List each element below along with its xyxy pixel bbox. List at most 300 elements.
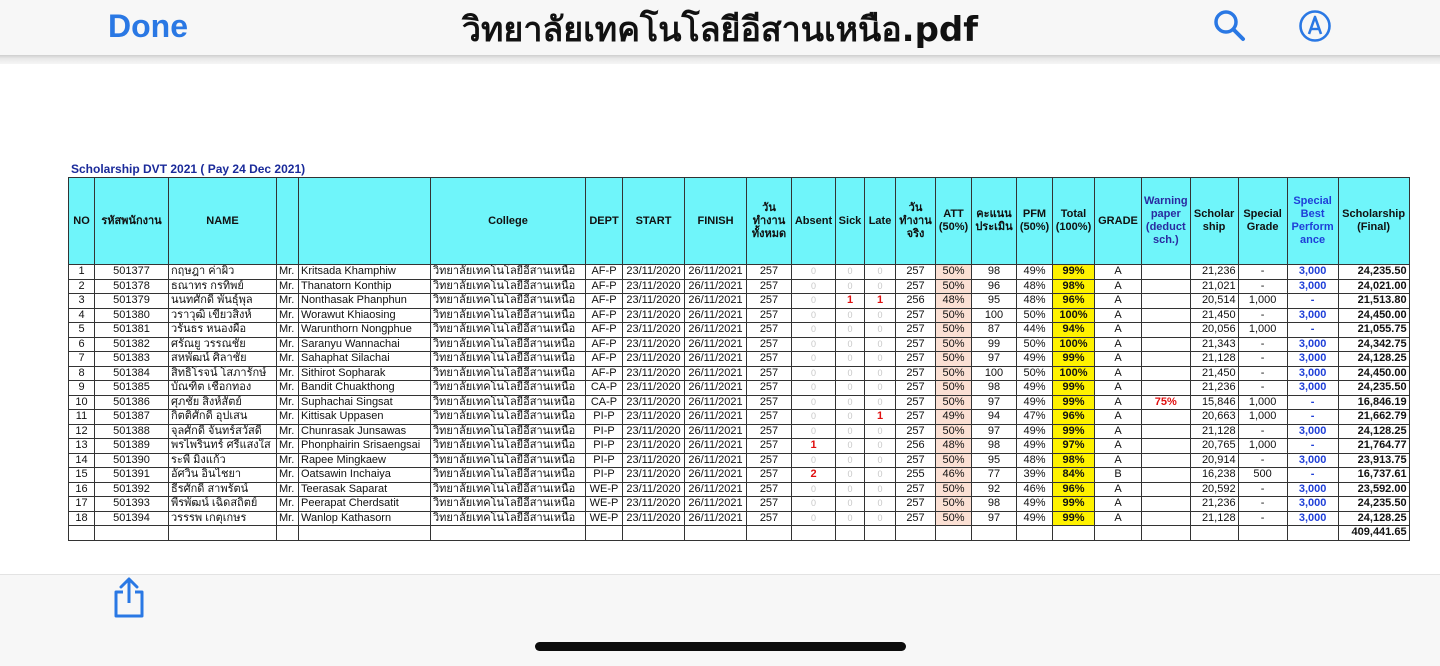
cell-scholarship: 21,128 bbox=[1190, 511, 1238, 526]
cell-final: 24,450.00 bbox=[1338, 308, 1409, 323]
cell-late: 0 bbox=[865, 453, 896, 468]
cell-warning bbox=[1142, 265, 1191, 280]
empty-cell bbox=[792, 526, 836, 541]
cell-employee-id: 501386 bbox=[95, 395, 169, 410]
cell-pfm: 50% bbox=[1017, 366, 1053, 381]
cell-special-best: 3,000 bbox=[1287, 337, 1338, 352]
cell-score: 98 bbox=[972, 497, 1017, 512]
cell-absent: 0 bbox=[792, 453, 836, 468]
cell-actual-days: 257 bbox=[896, 424, 936, 439]
cell-late: 0 bbox=[865, 279, 896, 294]
cell-no: 13 bbox=[69, 439, 95, 454]
cell-grade: B bbox=[1095, 468, 1142, 483]
header-final: Scholarship (Final) bbox=[1338, 178, 1409, 265]
cell-special-grade: - bbox=[1238, 381, 1287, 396]
cell-score: 97 bbox=[972, 424, 1017, 439]
home-indicator bbox=[535, 642, 906, 651]
cell-college: วิทยาลัยเทคโนโลยีอีสานเหนือ bbox=[431, 424, 586, 439]
markup-icon[interactable] bbox=[1298, 9, 1332, 43]
cell-start: 23/11/2020 bbox=[623, 468, 685, 483]
cell-total: 94% bbox=[1053, 323, 1095, 338]
cell-absent: 0 bbox=[792, 381, 836, 396]
cell-start: 23/11/2020 bbox=[623, 352, 685, 367]
cell-late: 0 bbox=[865, 337, 896, 352]
table-row bbox=[69, 381, 1410, 396]
table-header-row bbox=[69, 178, 1410, 265]
cell-pfm: 47% bbox=[1017, 410, 1053, 425]
cell-grade: A bbox=[1095, 352, 1142, 367]
cell-employee-id: 501394 bbox=[95, 511, 169, 526]
cell-warning bbox=[1142, 308, 1191, 323]
cell-no: 5 bbox=[69, 323, 95, 338]
empty-cell bbox=[685, 526, 747, 541]
cell-score: 95 bbox=[972, 453, 1017, 468]
cell-special-grade: 500 bbox=[1238, 468, 1287, 483]
cell-thai-name: กฤษฎา ค่าผิว bbox=[169, 265, 277, 280]
cell-dept: AF-P bbox=[586, 294, 623, 309]
cell-score: 95 bbox=[972, 294, 1017, 309]
cell-actual-days: 257 bbox=[896, 482, 936, 497]
cell-late: 0 bbox=[865, 424, 896, 439]
cell-scholarship: 16,238 bbox=[1190, 468, 1238, 483]
cell-employee-id: 501384 bbox=[95, 366, 169, 381]
table-row bbox=[69, 511, 1410, 526]
cell-finish: 26/11/2021 bbox=[685, 323, 747, 338]
cell-scholarship: 20,056 bbox=[1190, 323, 1238, 338]
cell-warning bbox=[1142, 352, 1191, 367]
cell-no: 3 bbox=[69, 294, 95, 309]
cell-start: 23/11/2020 bbox=[623, 366, 685, 381]
cell-score: 100 bbox=[972, 366, 1017, 381]
cell-total: 99% bbox=[1053, 497, 1095, 512]
cell-no: 12 bbox=[69, 424, 95, 439]
cell-workdays: 257 bbox=[747, 265, 792, 280]
cell-actual-days: 257 bbox=[896, 352, 936, 367]
cell-grade: A bbox=[1095, 323, 1142, 338]
cell-workdays: 257 bbox=[747, 497, 792, 512]
cell-workdays: 257 bbox=[747, 366, 792, 381]
cell-special-best: 3,000 bbox=[1287, 265, 1338, 280]
cell-start: 23/11/2020 bbox=[623, 294, 685, 309]
cell-employee-id: 501382 bbox=[95, 337, 169, 352]
cell-english-name: Chunrasak Junsawas bbox=[299, 424, 431, 439]
cell-finish: 26/11/2021 bbox=[685, 468, 747, 483]
cell-college: วิทยาลัยเทคโนโลยีอีสานเหนือ bbox=[431, 279, 586, 294]
cell-total: 100% bbox=[1053, 366, 1095, 381]
cell-scholarship: 20,765 bbox=[1190, 439, 1238, 454]
cell-sick: 0 bbox=[836, 424, 865, 439]
cell-start: 23/11/2020 bbox=[623, 482, 685, 497]
cell-pfm: 44% bbox=[1017, 323, 1053, 338]
cell-special-best: 3,000 bbox=[1287, 424, 1338, 439]
cell-dept: WE-P bbox=[586, 497, 623, 512]
cell-finish: 26/11/2021 bbox=[685, 265, 747, 280]
cell-no: 1 bbox=[69, 265, 95, 280]
cell-sick: 0 bbox=[836, 482, 865, 497]
header-pfm: PFM (50%) bbox=[1017, 178, 1053, 265]
cell-actual-days: 257 bbox=[896, 323, 936, 338]
cell-actual-days: 257 bbox=[896, 511, 936, 526]
cell-score: 100 bbox=[972, 308, 1017, 323]
cell-warning: 75% bbox=[1142, 395, 1191, 410]
cell-total: 98% bbox=[1053, 279, 1095, 294]
empty-cell bbox=[69, 526, 95, 541]
cell-no: 10 bbox=[69, 395, 95, 410]
cell-special-best: - bbox=[1287, 439, 1338, 454]
cell-final: 24,450.00 bbox=[1338, 366, 1409, 381]
cell-actual-days: 257 bbox=[896, 366, 936, 381]
empty-cell bbox=[277, 526, 299, 541]
cell-pfm: 50% bbox=[1017, 308, 1053, 323]
share-icon[interactable] bbox=[112, 576, 146, 618]
cell-start: 23/11/2020 bbox=[623, 439, 685, 454]
cell-special-best: 3,000 bbox=[1287, 453, 1338, 468]
cell-finish: 26/11/2021 bbox=[685, 482, 747, 497]
cell-special-grade: - bbox=[1238, 352, 1287, 367]
cell-pfm: 48% bbox=[1017, 453, 1053, 468]
cell-thai-name: วรันธร หนองผือ bbox=[169, 323, 277, 338]
empty-cell bbox=[1238, 526, 1287, 541]
empty-cell bbox=[865, 526, 896, 541]
cell-special-best: - bbox=[1287, 410, 1338, 425]
cell-english-name: Saranyu Wannachai bbox=[299, 337, 431, 352]
cell-scholarship: 21,128 bbox=[1190, 424, 1238, 439]
cell-final: 21,513.80 bbox=[1338, 294, 1409, 309]
cell-prefix: Mr. bbox=[277, 468, 299, 483]
empty-cell bbox=[586, 526, 623, 541]
cell-late: 0 bbox=[865, 468, 896, 483]
cell-score: 98 bbox=[972, 381, 1017, 396]
cell-late: 1 bbox=[865, 294, 896, 309]
cell-prefix: Mr. bbox=[277, 352, 299, 367]
cell-finish: 26/11/2021 bbox=[685, 511, 747, 526]
cell-college: วิทยาลัยเทคโนโลยีอีสานเหนือ bbox=[431, 323, 586, 338]
cell-workdays: 257 bbox=[747, 453, 792, 468]
cell-absent: 0 bbox=[792, 497, 836, 512]
cell-employee-id: 501393 bbox=[95, 497, 169, 512]
cell-employee-id: 501389 bbox=[95, 439, 169, 454]
grand-total-row bbox=[69, 526, 1410, 541]
cell-college: วิทยาลัยเทคโนโลยีอีสานเหนือ bbox=[431, 395, 586, 410]
cell-warning bbox=[1142, 410, 1191, 425]
cell-att: 50% bbox=[936, 265, 972, 280]
cell-dept: CA-P bbox=[586, 395, 623, 410]
cell-dept: PI-P bbox=[586, 439, 623, 454]
cell-absent: 0 bbox=[792, 337, 836, 352]
empty-cell bbox=[936, 526, 972, 541]
cell-score: 97 bbox=[972, 511, 1017, 526]
cell-final: 24,342.75 bbox=[1338, 337, 1409, 352]
cell-start: 23/11/2020 bbox=[623, 308, 685, 323]
cell-no: 8 bbox=[69, 366, 95, 381]
cell-special-grade: - bbox=[1238, 279, 1287, 294]
cell-dept: AF-P bbox=[586, 366, 623, 381]
cell-scholarship: 21,128 bbox=[1190, 352, 1238, 367]
cell-pfm: 48% bbox=[1017, 294, 1053, 309]
cell-dept: AF-P bbox=[586, 323, 623, 338]
done-button[interactable]: Done bbox=[108, 8, 188, 44]
cell-pfm: 49% bbox=[1017, 424, 1053, 439]
cell-total: 99% bbox=[1053, 395, 1095, 410]
cell-start: 23/11/2020 bbox=[623, 424, 685, 439]
cell-warning bbox=[1142, 482, 1191, 497]
cell-total: 97% bbox=[1053, 439, 1095, 454]
cell-grade: A bbox=[1095, 511, 1142, 526]
cell-english-name: Worawut Khiaosing bbox=[299, 308, 431, 323]
cell-att: 49% bbox=[936, 410, 972, 425]
cell-employee-id: 501390 bbox=[95, 453, 169, 468]
cell-thai-name: ศรัณยู วรรณชัย bbox=[169, 337, 277, 352]
cell-dept: WE-P bbox=[586, 511, 623, 526]
cell-workdays: 257 bbox=[747, 294, 792, 309]
cell-pfm: 49% bbox=[1017, 511, 1053, 526]
cell-no: 4 bbox=[69, 308, 95, 323]
cell-att: 50% bbox=[936, 482, 972, 497]
cell-finish: 26/11/2021 bbox=[685, 294, 747, 309]
cell-dept: AF-P bbox=[586, 352, 623, 367]
cell-special-grade: - bbox=[1238, 265, 1287, 280]
cell-pfm: 49% bbox=[1017, 439, 1053, 454]
cell-workdays: 257 bbox=[747, 439, 792, 454]
cell-employee-id: 501378 bbox=[95, 279, 169, 294]
cell-sick: 0 bbox=[836, 395, 865, 410]
cell-college: วิทยาลัยเทคโนโลยีอีสานเหนือ bbox=[431, 511, 586, 526]
cell-employee-id: 501388 bbox=[95, 424, 169, 439]
cell-late: 0 bbox=[865, 265, 896, 280]
cell-att: 48% bbox=[936, 439, 972, 454]
header-att: ATT (50%) bbox=[936, 178, 972, 265]
cell-final: 21,764.77 bbox=[1338, 439, 1409, 454]
cell-grade: A bbox=[1095, 337, 1142, 352]
cell-grade: A bbox=[1095, 453, 1142, 468]
cell-final: 16,737.61 bbox=[1338, 468, 1409, 483]
table-body bbox=[69, 265, 1410, 541]
table-row bbox=[69, 439, 1410, 454]
cell-workdays: 257 bbox=[747, 468, 792, 483]
cell-workdays: 257 bbox=[747, 337, 792, 352]
document-title: วิทยาลัยเทคโนโลยีอีสานเหนือ.pdf bbox=[461, 10, 979, 50]
cell-warning bbox=[1142, 453, 1191, 468]
cell-special-grade: - bbox=[1238, 482, 1287, 497]
cell-english-name: Bandit Chuakthong bbox=[299, 381, 431, 396]
cell-prefix: Mr. bbox=[277, 366, 299, 381]
cell-workdays: 257 bbox=[747, 395, 792, 410]
cell-finish: 26/11/2021 bbox=[685, 337, 747, 352]
cell-college: วิทยาลัยเทคโนโลยีอีสานเหนือ bbox=[431, 366, 586, 381]
cell-workdays: 257 bbox=[747, 381, 792, 396]
cell-college: วิทยาลัยเทคโนโลยีอีสานเหนือ bbox=[431, 337, 586, 352]
cell-finish: 26/11/2021 bbox=[685, 308, 747, 323]
cell-workdays: 257 bbox=[747, 410, 792, 425]
empty-cell bbox=[1142, 526, 1191, 541]
cell-sick: 0 bbox=[836, 279, 865, 294]
cell-final: 23,592.00 bbox=[1338, 482, 1409, 497]
cell-pfm: 49% bbox=[1017, 352, 1053, 367]
cell-thai-name: จุลศักดิ์ จันทร์สวัสดิ์ bbox=[169, 424, 277, 439]
cell-scholarship: 20,514 bbox=[1190, 294, 1238, 309]
cell-score: 92 bbox=[972, 482, 1017, 497]
cell-final: 24,235.50 bbox=[1338, 497, 1409, 512]
cell-college: วิทยาลัยเทคโนโลยีอีสานเหนือ bbox=[431, 308, 586, 323]
cell-special-best: 3,000 bbox=[1287, 482, 1338, 497]
cell-late: 0 bbox=[865, 482, 896, 497]
empty-cell bbox=[1287, 526, 1338, 541]
header-english-name bbox=[299, 178, 431, 265]
cell-thai-name: ธณาทร กรทิพย์ bbox=[169, 279, 277, 294]
cell-special-grade: 1,000 bbox=[1238, 294, 1287, 309]
empty-cell bbox=[299, 526, 431, 541]
cell-pfm: 39% bbox=[1017, 468, 1053, 483]
cell-sick: 0 bbox=[836, 511, 865, 526]
cell-pfm: 49% bbox=[1017, 395, 1053, 410]
cell-sick: 1 bbox=[836, 294, 865, 309]
empty-cell bbox=[623, 526, 685, 541]
cell-workdays: 257 bbox=[747, 279, 792, 294]
cell-sick: 0 bbox=[836, 439, 865, 454]
cell-dept: WE-P bbox=[586, 482, 623, 497]
empty-cell bbox=[972, 526, 1017, 541]
bottom-toolbar bbox=[0, 574, 1440, 666]
cell-no: 17 bbox=[69, 497, 95, 512]
cell-english-name: Kittisak Uppasen bbox=[299, 410, 431, 425]
empty-cell bbox=[95, 526, 169, 541]
cell-employee-id: 501387 bbox=[95, 410, 169, 425]
search-icon[interactable] bbox=[1212, 8, 1246, 42]
cell-grade: A bbox=[1095, 410, 1142, 425]
cell-prefix: Mr. bbox=[277, 410, 299, 425]
cell-final: 24,235.50 bbox=[1338, 265, 1409, 280]
header-sick: Sick bbox=[836, 178, 865, 265]
cell-grade: A bbox=[1095, 381, 1142, 396]
cell-employee-id: 501379 bbox=[95, 294, 169, 309]
cell-prefix: Mr. bbox=[277, 395, 299, 410]
cell-special-best: 3,000 bbox=[1287, 381, 1338, 396]
cell-pfm: 49% bbox=[1017, 381, 1053, 396]
cell-finish: 26/11/2021 bbox=[685, 395, 747, 410]
cell-score: 94 bbox=[972, 410, 1017, 425]
cell-score: 87 bbox=[972, 323, 1017, 338]
cell-pfm: 50% bbox=[1017, 337, 1053, 352]
cell-special-best: 3,000 bbox=[1287, 366, 1338, 381]
cell-absent: 0 bbox=[792, 424, 836, 439]
cell-start: 23/11/2020 bbox=[623, 337, 685, 352]
cell-absent: 0 bbox=[792, 308, 836, 323]
cell-att: 50% bbox=[936, 453, 972, 468]
cell-att: 50% bbox=[936, 308, 972, 323]
cell-english-name: Phonphairin Srisaengsai bbox=[299, 439, 431, 454]
cell-prefix: Mr. bbox=[277, 439, 299, 454]
cell-warning bbox=[1142, 439, 1191, 454]
cell-dept: PI-P bbox=[586, 453, 623, 468]
cell-grade: A bbox=[1095, 482, 1142, 497]
cell-total: 99% bbox=[1053, 424, 1095, 439]
cell-prefix: Mr. bbox=[277, 453, 299, 468]
empty-cell bbox=[1095, 526, 1142, 541]
cell-actual-days: 257 bbox=[896, 410, 936, 425]
cell-sick: 0 bbox=[836, 352, 865, 367]
cell-score: 77 bbox=[972, 468, 1017, 483]
cell-att: 46% bbox=[936, 468, 972, 483]
cell-start: 23/11/2020 bbox=[623, 511, 685, 526]
cell-workdays: 257 bbox=[747, 308, 792, 323]
cell-employee-id: 501392 bbox=[95, 482, 169, 497]
cell-absent: 0 bbox=[792, 279, 836, 294]
cell-absent: 0 bbox=[792, 294, 836, 309]
cell-thai-name: สหพัฒน์ ศิลาชัย bbox=[169, 352, 277, 367]
cell-grade: A bbox=[1095, 294, 1142, 309]
cell-att: 50% bbox=[936, 424, 972, 439]
cell-start: 23/11/2020 bbox=[623, 410, 685, 425]
cell-warning bbox=[1142, 497, 1191, 512]
cell-no: 15 bbox=[69, 468, 95, 483]
cell-final: 24,021.00 bbox=[1338, 279, 1409, 294]
table-row bbox=[69, 352, 1410, 367]
cell-total: 99% bbox=[1053, 381, 1095, 396]
header-special-grade: Special Grade bbox=[1238, 178, 1287, 265]
cell-grade: A bbox=[1095, 424, 1142, 439]
cell-college: วิทยาลัยเทคโนโลยีอีสานเหนือ bbox=[431, 294, 586, 309]
cell-thai-name: กิตติศักดิ์ อุปเสน bbox=[169, 410, 277, 425]
cell-scholarship: 21,450 bbox=[1190, 366, 1238, 381]
cell-sick: 0 bbox=[836, 381, 865, 396]
cell-final: 23,913.75 bbox=[1338, 453, 1409, 468]
cell-thai-name: นนทศักดิ์ พันธุ์พุล bbox=[169, 294, 277, 309]
cell-actual-days: 257 bbox=[896, 279, 936, 294]
table-row bbox=[69, 497, 1410, 512]
cell-att: 50% bbox=[936, 395, 972, 410]
cell-absent: 0 bbox=[792, 366, 836, 381]
cell-special-grade: - bbox=[1238, 453, 1287, 468]
cell-no: 7 bbox=[69, 352, 95, 367]
cell-total: 96% bbox=[1053, 410, 1095, 425]
header-workdays: วัน ทำงาน ทั้งหมด bbox=[747, 178, 792, 265]
cell-warning bbox=[1142, 337, 1191, 352]
cell-score: 97 bbox=[972, 352, 1017, 367]
cell-dept: AF-P bbox=[586, 308, 623, 323]
cell-finish: 26/11/2021 bbox=[685, 366, 747, 381]
cell-special-best: 3,000 bbox=[1287, 497, 1338, 512]
header-special-best: Special Best Perform ance bbox=[1287, 178, 1338, 265]
cell-prefix: Mr. bbox=[277, 265, 299, 280]
cell-att: 50% bbox=[936, 366, 972, 381]
cell-start: 23/11/2020 bbox=[623, 279, 685, 294]
cell-start: 23/11/2020 bbox=[623, 453, 685, 468]
cell-late: 0 bbox=[865, 497, 896, 512]
cell-thai-name: บัณฑิต เชือกทอง bbox=[169, 381, 277, 396]
cell-thai-name: ธีรศักดิ์ สาพรัตน์ bbox=[169, 482, 277, 497]
cell-prefix: Mr. bbox=[277, 279, 299, 294]
cell-workdays: 257 bbox=[747, 323, 792, 338]
cell-actual-days: 257 bbox=[896, 453, 936, 468]
cell-actual-days: 256 bbox=[896, 439, 936, 454]
cell-finish: 26/11/2021 bbox=[685, 439, 747, 454]
grand-total: 409,441.65 bbox=[1338, 526, 1409, 541]
cell-grade: A bbox=[1095, 279, 1142, 294]
cell-late: 0 bbox=[865, 439, 896, 454]
cell-no: 9 bbox=[69, 381, 95, 396]
cell-college: วิทยาลัยเทคโนโลยีอีสานเหนือ bbox=[431, 352, 586, 367]
cell-total: 98% bbox=[1053, 453, 1095, 468]
cell-english-name: Kritsada Khamphiw bbox=[299, 265, 431, 280]
cell-college: วิทยาลัยเทคโนโลยีอีสานเหนือ bbox=[431, 381, 586, 396]
table-row bbox=[69, 337, 1410, 352]
cell-special-best: 3,000 bbox=[1287, 308, 1338, 323]
cell-scholarship: 21,236 bbox=[1190, 265, 1238, 280]
cell-sick: 0 bbox=[836, 337, 865, 352]
cell-grade: A bbox=[1095, 366, 1142, 381]
cell-dept: AF-P bbox=[586, 265, 623, 280]
cell-grade: A bbox=[1095, 439, 1142, 454]
